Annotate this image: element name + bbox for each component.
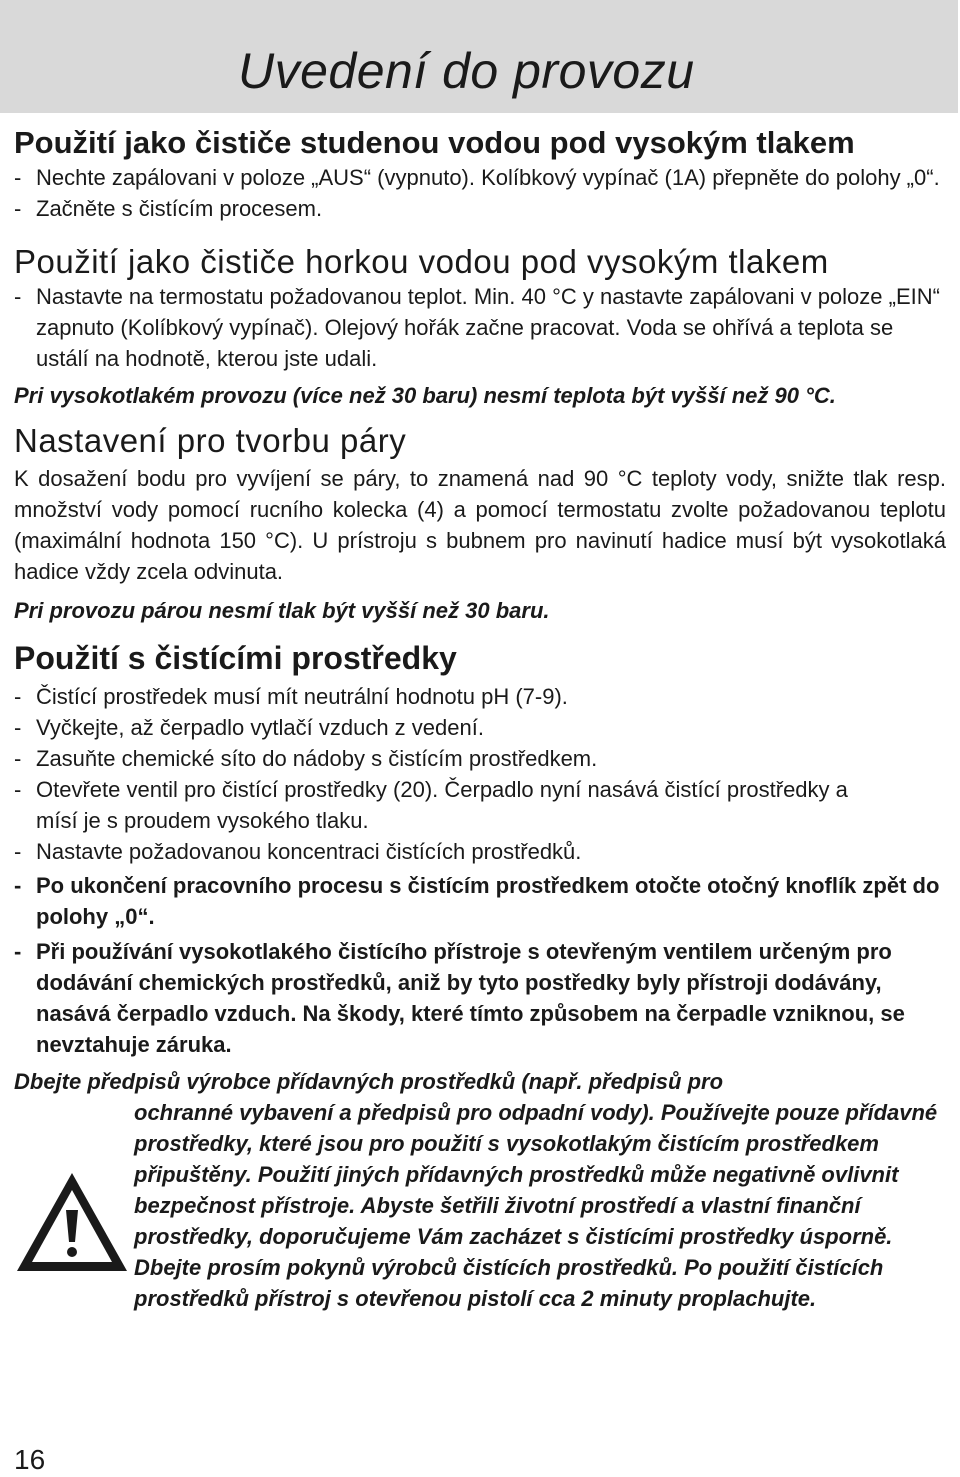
page-title: Uvedení do provozu — [238, 43, 695, 99]
warning-block — [14, 1066, 946, 1314]
list-dash: - — [14, 284, 22, 309]
list-item-text: Zasuňte chemické síto do nádoby s čistícím prostředkem. — [36, 746, 598, 771]
list-item-text: Po ukončení pracovního procesu s čistícím prostředkem otočte otočný knoflík zpět do polohy „0“. — [36, 873, 940, 929]
list-item-text: Čistící prostředek musí mít neutrální hodnotu pH (7-9). — [36, 684, 568, 709]
warning-lead-text: Dbejte předpisů výrobce přídavných prostředků (např. předpisů pro — [14, 1069, 724, 1094]
hot-temperature-note: Pri vysokotlakém provozu (více než 30 baru) nesmí teplota být vyšší než 90 °C. — [14, 383, 836, 408]
page-content — [14, 124, 946, 1314]
list-item-text: Při používání vysokotlakého čistícího přístroje s otevřeným ventilem určeným pro dodávání chemických prostředků, aniž by tyto postředky byly přístroji dodávány, nasává čerpadlo vzduch. Na škody, které tímto způsobem na čerpadle vzniknou, se nevztahuje záruka. — [36, 939, 905, 1057]
detergent-list — [14, 681, 946, 1060]
list-item-text: Začněte s čistícím procesem. — [36, 196, 323, 221]
list-dash: - — [14, 839, 22, 864]
list-item — [14, 681, 946, 712]
steam-pressure-note: Pri provozu párou nesmí tlak být vyšší než 30 baru. — [14, 598, 550, 623]
section-hot-heading: Použití jako čističe horkou vodou pod vysokým tlakem — [14, 243, 829, 280]
list-item-text: Nechte zapálovani v poloze „AUS“ (vypnuto). Kolíbkový vypínač (1A) přepněte do polohy „0“. — [36, 165, 940, 190]
page-number: 16 — [14, 1444, 46, 1475]
list-item — [14, 193, 946, 224]
list-dash: - — [14, 165, 22, 190]
warning-body-text: ochranné vybavení a předpisů pro odpadní vody). Používejte pouze přídavné prostředky, které jsou pro použití s vysokotlakým čistícím prostředkem připuštěny. Použití jiných přídavných prostředků může negativně ovlivnit bezpečnost přístroje. Abyste šetřili životní prostředí a vlastní finanční prostředky, doporučujeme Vám zacházet s čistícími prostředky úsporně. Dbejte prosím pokynů výrobců čistících prostředků. Po použití čistících prostředků přístroj s otevřenou pistolí cca 2 minuty proplachujte. — [134, 1100, 938, 1311]
list-dash: - — [14, 777, 22, 802]
section-steam-heading: Nastavení pro tvorbu páry — [14, 422, 407, 459]
list-item — [14, 162, 946, 193]
list-item — [14, 281, 946, 374]
list-dash: - — [14, 684, 22, 709]
list-item-text: Otevřete ventil pro čistící prostředky (20). Čerpadlo nyní nasává čistící prostředky a mísí je s proudem vysokého tlaku. — [36, 777, 848, 833]
list-dash: - — [14, 715, 22, 740]
section-detergent-heading: Použití s čistícími prostředky — [14, 640, 457, 676]
list-item — [14, 774, 946, 836]
list-dash: - — [14, 939, 22, 964]
cold-list — [14, 162, 946, 224]
hot-list — [14, 281, 946, 374]
list-dash: - — [14, 746, 22, 771]
section-cold-heading: Použití jako čističe studenou vodou pod vysokým tlakem — [14, 125, 855, 160]
list-item — [14, 712, 946, 743]
list-item-text: Nastavte na termostatu požadovanou teplot. Min. 40 °C y nastavte zapálovani v poloze „EIN“ zapnuto (Kolíbkový vypínač). Olejový hořák začne pracovat. Voda se ohřívá a teplota se ustálí na hodnotě, kterou jste udali. — [36, 284, 940, 371]
list-item-bold — [14, 936, 946, 1060]
list-dash: - — [14, 873, 22, 898]
list-item — [14, 836, 946, 867]
list-item — [14, 743, 946, 774]
list-item-bold — [14, 870, 946, 932]
list-item-text: Vyčkejte, až čerpadlo vytlačí vzduch z vedení. — [36, 715, 484, 740]
warning-triangle-icon — [14, 1170, 130, 1274]
list-dash: - — [14, 196, 22, 221]
list-item-text: Nastavte požadovanou koncentraci čistících prostředků. — [36, 839, 582, 864]
steam-paragraph: K dosažení bodu pro vyvíjení se páry, to znamená nad 90 °C teploty vody, snižte tlak resp. množství vody pomocí rucního kolecka (4) a pomocí termostatu zvolte požadovanou teplotu (maximální hodnota 150 °C). U prístroju s bubnem pro navinutí hadice musí být vysokotlaká hadice vždy zcela odvinuta. — [14, 466, 946, 584]
